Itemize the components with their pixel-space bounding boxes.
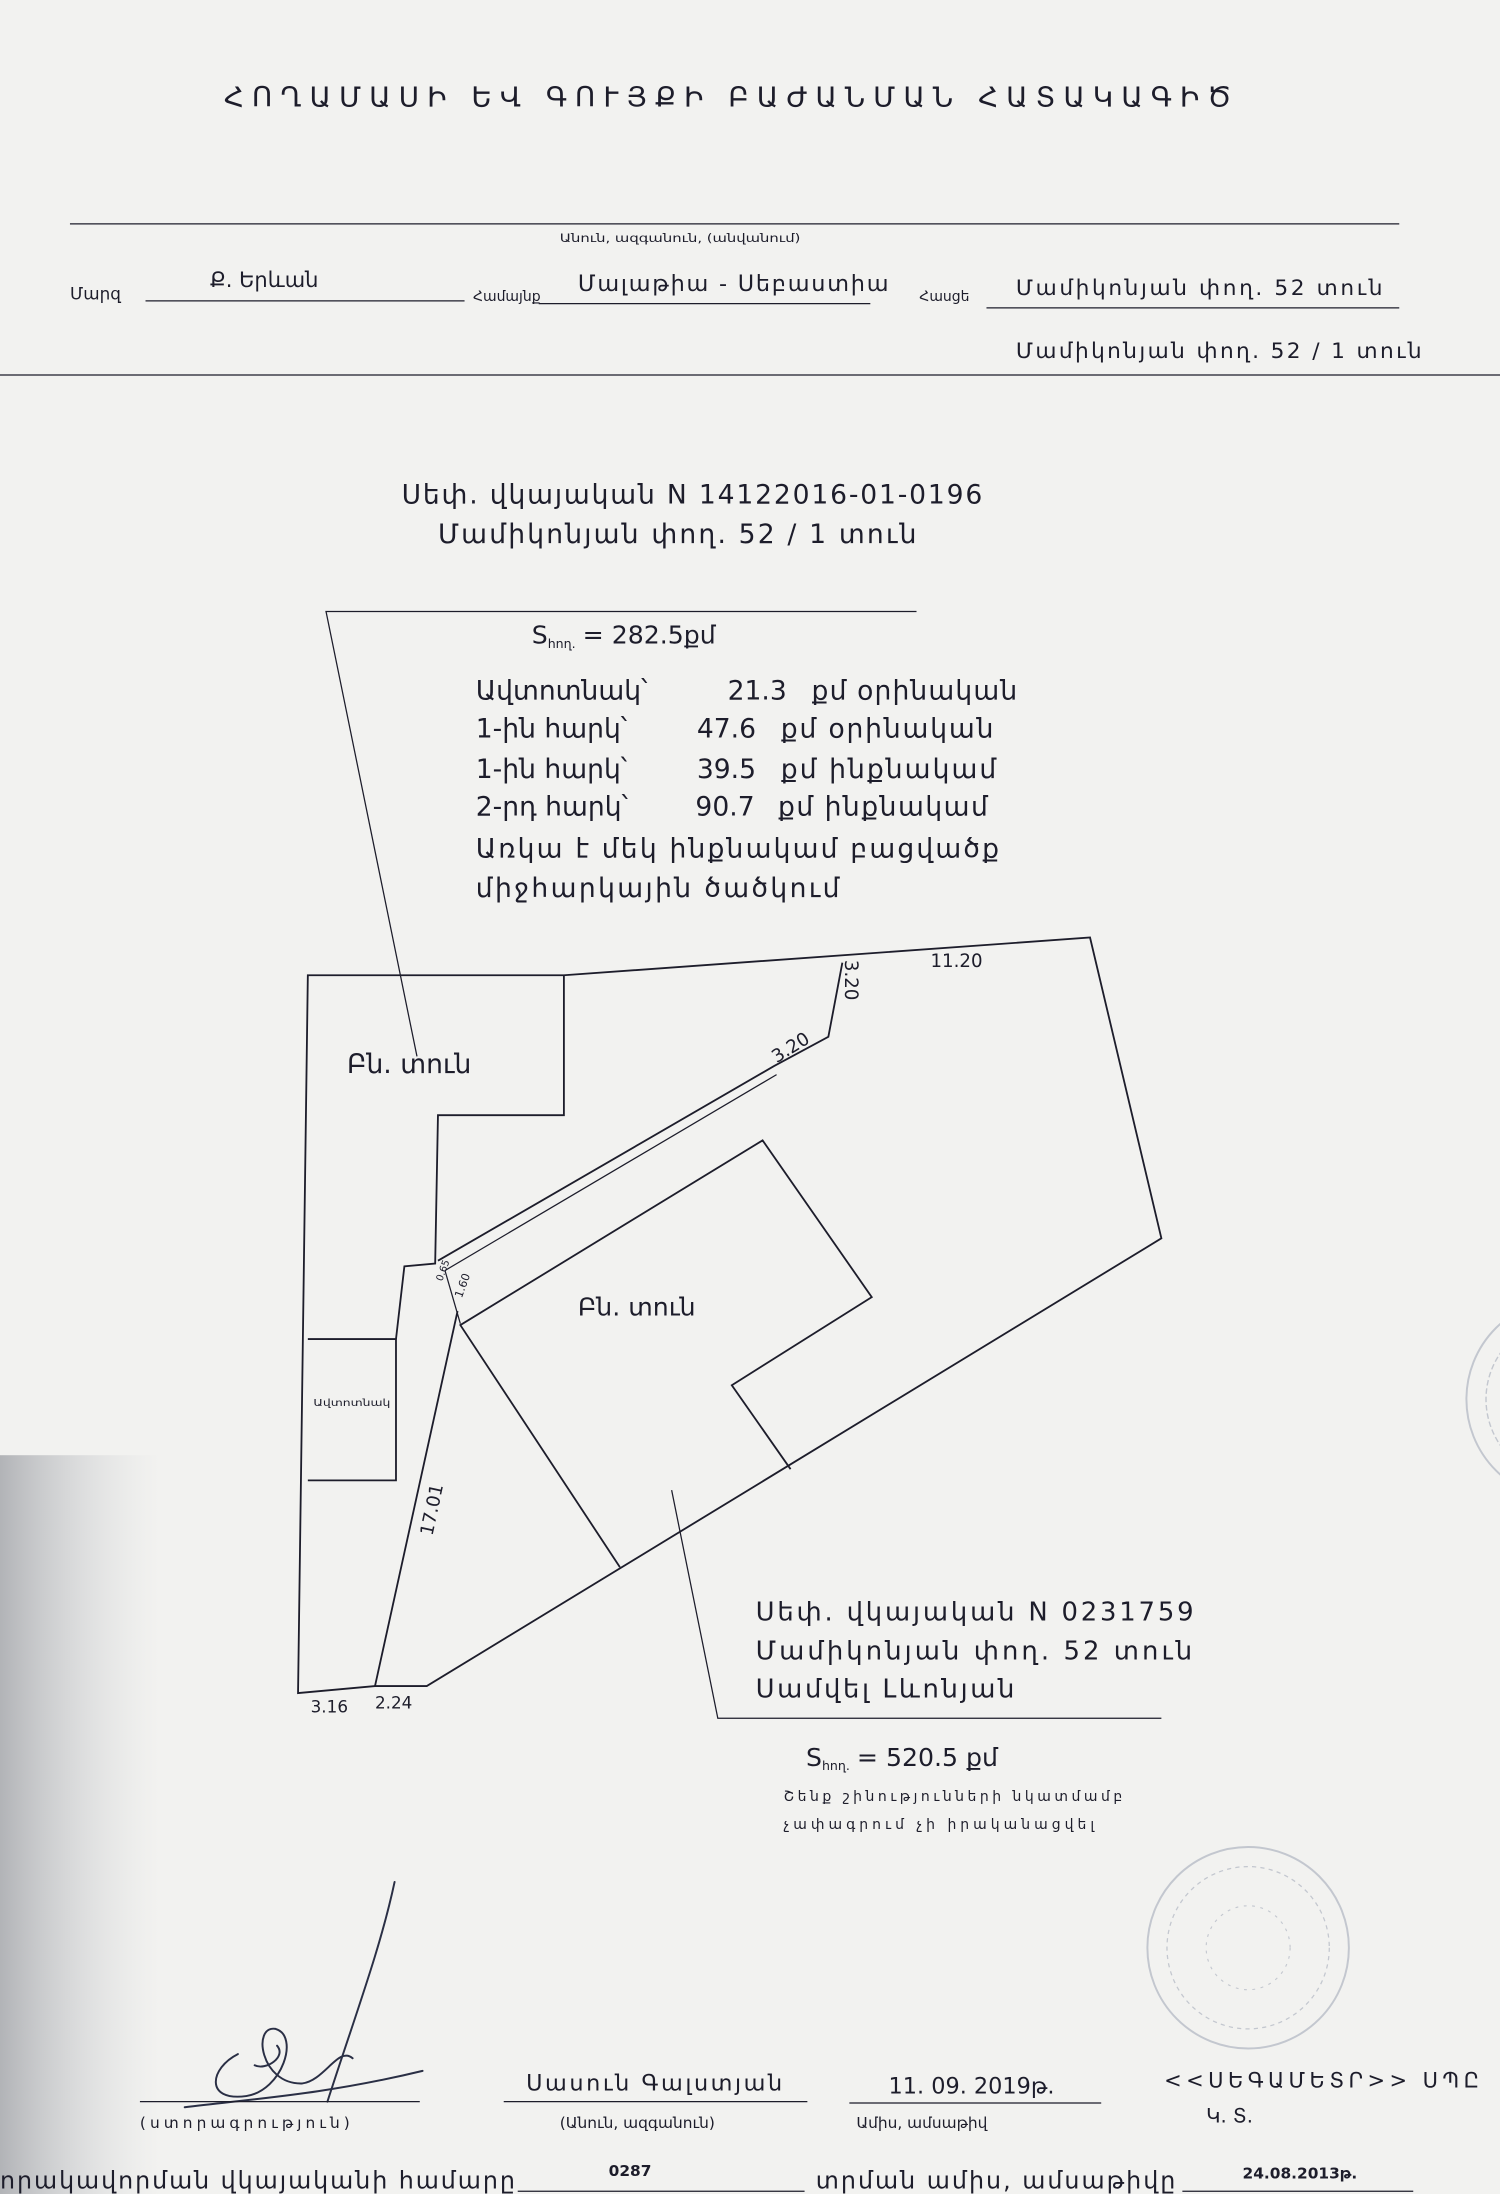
- plan-date: 11. 09. 2019թ.: [888, 2073, 1055, 2100]
- community-label: Համայնք: [472, 288, 541, 305]
- left-house-outline: [396, 975, 564, 1339]
- parcel-52-note-2: չափագրում չի իրականացվել: [783, 1816, 1095, 1833]
- company-name: <<ՍԵԳԱՄԵՏՐ>> ՍՊԸ: [1164, 2068, 1480, 2093]
- address-line-2: Մամիկոնյան փող. 52 / 1 տուն: [1015, 339, 1422, 365]
- dimension-small-2: 1.60: [452, 1271, 474, 1300]
- dimension-left-diagonal: 17.01: [416, 1482, 449, 1538]
- round-seal-bottom: [1147, 1847, 1348, 2048]
- issue-date: 24.08.2013թ.: [1242, 2164, 1358, 2183]
- qualification-number: 0287: [608, 2161, 652, 2180]
- seal-mark: Կ. Տ.: [1206, 2104, 1253, 2128]
- parcel-52-area: Sհող. = 520.5 քմ: [805, 1742, 998, 1774]
- parcel-52-1-floor-table: [476, 676, 1018, 904]
- dimension-top-right: 11.20: [930, 950, 983, 972]
- address-line-1: Մամիկոնյան փող. 52 տուն: [1015, 276, 1383, 302]
- row-label: 2-րդ հարկ՝: [475, 791, 628, 823]
- scan-shadow: [0, 1455, 161, 2194]
- parcel-52-address: Մամիկոնյան փող. 52 տուն: [755, 1636, 1193, 1667]
- corridor-lower: [445, 1075, 777, 1271]
- surveyor-name-caption: (Անուն, ազգանուն): [559, 2114, 715, 2133]
- qualification-label: որակավորման վկայականի համարը: [0, 2166, 515, 2194]
- row-value: 21.3: [727, 675, 787, 707]
- row-value: 90.7: [695, 791, 755, 823]
- round-seal-edge: [1466, 1298, 1500, 1499]
- garage-label: Ավտոտնակ: [313, 1398, 391, 1410]
- community-value: Մալաթիա - Սեբաստիա: [577, 271, 889, 298]
- surveyor-name: Սասուն Գալստյան: [526, 2070, 783, 2097]
- left-house-label: Բն. տուն: [347, 1049, 472, 1081]
- note-line-1: Առկա է մեկ ինքնակամ բացվածք: [475, 833, 1000, 865]
- address-label: Հասցե: [919, 288, 970, 305]
- parcel-52-1-address: Մամիկոնյան փող. 52 / 1 տուն: [437, 518, 917, 550]
- issue-date-label: տրման ամիս, ամսաթիվը: [815, 2166, 1176, 2194]
- note-line-2: միջհարկային ծածկում: [475, 872, 840, 904]
- row-value: 39.5: [696, 753, 757, 785]
- dimension-bottom-left-1: 3.16: [310, 1696, 349, 1717]
- parcel-52-1-area: Sհող. = 282.5քմ: [531, 620, 716, 651]
- row-label: Ավտոտնակ՝: [475, 675, 648, 707]
- owner-name-caption: Անուն, ազգանուն, (անվանում): [559, 232, 801, 246]
- row-status: քմ ինքնակամ: [777, 791, 988, 823]
- signature: [185, 1882, 423, 2107]
- parcel-52-note-1: Շենք շինությունների նկատմամբ: [783, 1788, 1123, 1805]
- garage-outline: [308, 1339, 396, 1480]
- right-house-label: Բն. տուն: [577, 1292, 696, 1322]
- row-value: 47.6: [696, 713, 757, 745]
- document-title: ՀՈՂԱՄԱՍԻ ԵՎ ԳՈՒՅՔԻ ԲԱԺԱՆՄԱՆ ՀԱՏԱԿԱԳԻԾ: [223, 80, 1232, 114]
- region-value: Ք. Երևան: [209, 267, 319, 292]
- dimension-corridor-diagonal: 3.20: [768, 1028, 814, 1068]
- row-label: 1-ին հարկ՝: [475, 753, 628, 785]
- signature-caption: (ստորագրություն): [139, 2114, 350, 2133]
- right-house-outline: [460, 1140, 871, 1567]
- region-label: Մարզ: [69, 283, 121, 304]
- dimension-bottom-left-2: 2.24: [375, 1692, 413, 1713]
- row-status: քմ օրինական: [811, 675, 1018, 707]
- dimension-corridor-vertical: 3.20: [840, 959, 862, 1001]
- plan-date-caption: Ամիս, ամսաթիվ: [856, 2114, 988, 2133]
- row-status: քմ ինքնակամ: [780, 753, 997, 785]
- parcel-52-owner: Սամվել Լևոնյան: [755, 1674, 1015, 1705]
- parcel-52-certificate: Սեփ. վկայական N 0231759: [755, 1597, 1194, 1628]
- dimension-small-1: 0.65: [434, 1258, 453, 1283]
- row-status: քմ օրինական: [780, 713, 994, 745]
- parcel-52-1-certificate: Սեփ. վկայական N 14122016-01-0196: [401, 479, 983, 511]
- row-label: 1-ին հարկ՝: [475, 713, 628, 745]
